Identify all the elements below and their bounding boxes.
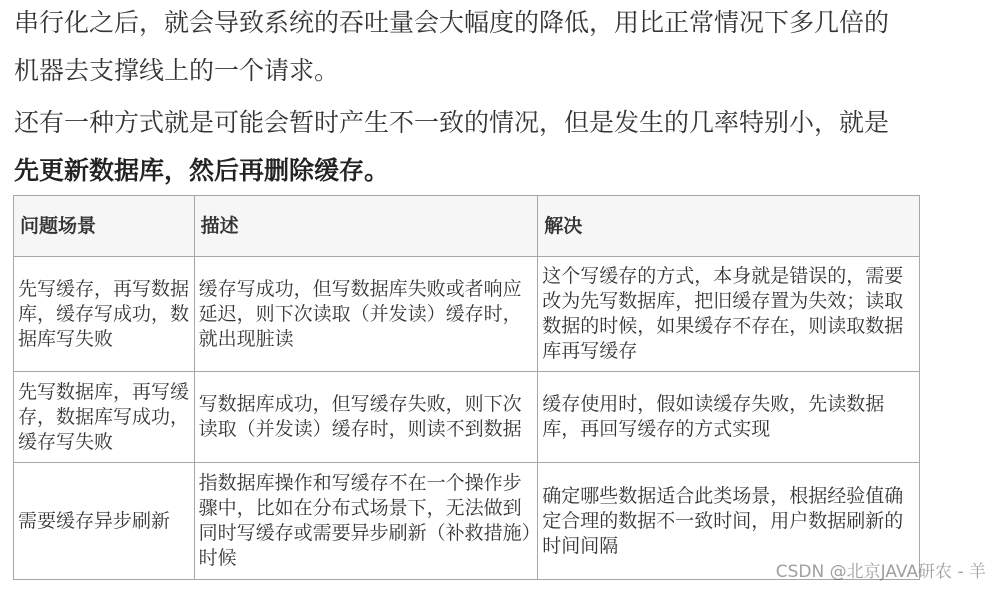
watermark: CSDN @北京JAVA研农 - 羊 xyxy=(775,562,986,582)
cell-description: 缓存写成功，但写数据库失败或者响应延迟，则下次读取（并发读）缓存时，就出现脏读 xyxy=(194,257,538,372)
header-solution: 解决 xyxy=(538,196,920,257)
cell-scenario: 先写数据库，再写缓存，数据库写成功，缓存写失败 xyxy=(14,372,195,463)
paragraph-4-bold: 先更新数据库，然后再删除缓存。 xyxy=(14,156,390,185)
cell-solution: 这个写缓存的方式，本身就是错误的，需要改为先写数据库，把旧缓存置为失效；读取数据的时候，如果缓存不存在，则读取数据库再写缓存 xyxy=(538,257,920,372)
cell-scenario: 需要缓存异步刷新 xyxy=(14,463,195,580)
scenario-table xyxy=(13,195,920,580)
cell-scenario: 先写缓存，再写数据库，缓存写成功，数据库写失败 xyxy=(14,257,195,372)
header-description: 描述 xyxy=(194,196,538,257)
header-scenario: 问题场景 xyxy=(14,196,195,257)
cell-solution: 缓存使用时，假如读缓存失败，先读数据库，再回写缓存的方式实现 xyxy=(538,372,920,463)
table-header-row xyxy=(14,196,920,257)
cell-description: 指数据库操作和写缓存不在一个操作步骤中，比如在分布式场景下，无法做到同时写缓存或需要异步刷新（补救措施）时候 xyxy=(194,463,538,580)
cell-solution: 确定哪些数据适合此类场景，根据经验值确定合理的数据不一致时间，用户数据刷新的时间间隔 xyxy=(538,463,920,580)
paragraph-3: 还有一种方式就是可能会暂时产生不一致的情况，但是发生的几率特别小，就是 xyxy=(14,108,890,137)
table-row xyxy=(14,372,920,463)
cell-description: 写数据库成功，但写缓存失败，则下次读取（并发读）缓存时，则读不到数据 xyxy=(194,372,538,463)
table-row xyxy=(14,257,920,372)
paragraph-2: 机器去支撑线上的一个请求。 xyxy=(14,56,340,85)
paragraph-1: 串行化之后，就会导致系统的吞吐量会大幅度的降低，用比正常情况下多几倍的 xyxy=(14,8,890,37)
